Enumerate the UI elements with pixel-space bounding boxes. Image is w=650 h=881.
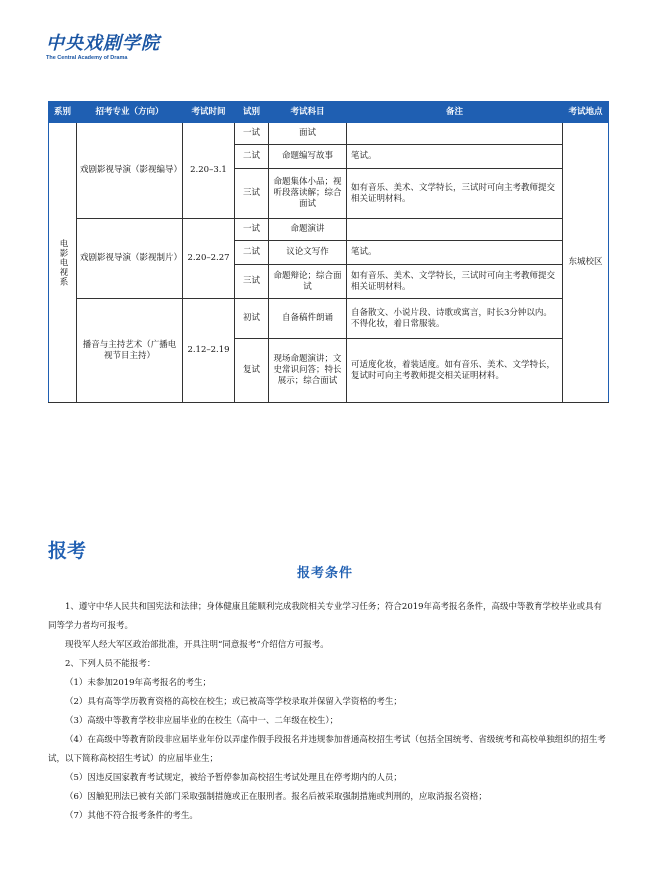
subject-cell: 命题集体小品；视听段落读解；综合面试 bbox=[269, 169, 347, 219]
table-header-row bbox=[49, 102, 609, 123]
subject-cell: 命题编写故事 bbox=[269, 145, 347, 169]
round-cell: 复试 bbox=[235, 339, 269, 403]
header-subject: 考试科目 bbox=[269, 102, 347, 123]
table-row bbox=[49, 219, 609, 241]
round-cell: 三试 bbox=[235, 265, 269, 299]
subject-cell: 命题演讲 bbox=[269, 219, 347, 241]
subject-cell: 命题辩论；综合面试 bbox=[269, 265, 347, 299]
logo-name-cn: 中央戏剧学院 bbox=[46, 33, 160, 54]
note-cell: 笔试。 bbox=[347, 145, 563, 169]
header-note: 备注 bbox=[347, 102, 563, 123]
header-round: 试别 bbox=[235, 102, 269, 123]
note-cell bbox=[347, 123, 563, 145]
section-title: 报考条件 bbox=[296, 566, 353, 581]
header-major: 招考专业（方向） bbox=[77, 102, 183, 123]
round-cell: 一试 bbox=[235, 219, 269, 241]
note-cell: 自备散文、小说片段、诗歌或寓言，时长3分钟以内。不得化妆，着日常服装。 bbox=[347, 299, 563, 339]
paragraph: 2、下列人员不能报考： bbox=[65, 659, 156, 669]
requirements-text bbox=[48, 598, 608, 826]
header-department: 系别 bbox=[49, 102, 77, 123]
subject-cell: 面试 bbox=[269, 123, 347, 145]
academy-logo bbox=[46, 34, 166, 61]
time-cell: 2.20–3.1 bbox=[183, 123, 235, 219]
header-time: 考试时间 bbox=[183, 102, 235, 123]
paragraph: （2）具有高等学历教育资格的高校在校生；或已被高等学校录取并保留入学资格的考生； bbox=[65, 697, 402, 707]
note-cell: 笔试。 bbox=[347, 241, 563, 265]
location-cell: 东城校区 bbox=[563, 123, 609, 403]
table-row bbox=[49, 299, 609, 339]
table-row bbox=[49, 123, 609, 145]
note-cell: 如有音乐、美术、文学特长，三试时可向主考教师提交相关证明材料。 bbox=[347, 265, 563, 299]
paragraph: （6）因触犯刑法已被有关部门采取强制措施或正在服刑者。报名后被采取强制措施或判刑的，应取消报名资格； bbox=[65, 792, 487, 802]
note-cell: 可适度化妆，着装适度。如有音乐、美术、文学特长，复试时可向主考教师提交相关证明材料。 bbox=[347, 339, 563, 403]
subject-cell: 议论文写作 bbox=[269, 241, 347, 265]
round-cell: 三试 bbox=[235, 169, 269, 219]
subject-cell: 自备稿件朗诵 bbox=[269, 299, 347, 339]
major-cell: 戏剧影视导演（影视编导） bbox=[77, 123, 183, 219]
round-cell: 一试 bbox=[235, 123, 269, 145]
major-cell: 播音与主持艺术（广播电视节目主持） bbox=[77, 299, 183, 403]
major-cell: 戏剧影视导演（影视制片） bbox=[77, 219, 183, 299]
header-location: 考试地点 bbox=[563, 102, 609, 123]
paragraph: （5）因违反国家教育考试规定，被给予暂停参加高校招生考试处理且在停考期内的人员； bbox=[65, 773, 402, 783]
time-cell: 2.20–2.27 bbox=[183, 219, 235, 299]
paragraph: （4）在高级中等教育阶段非应届毕业年份以弄虚作假手段报名并违规参加普通高校招生考试（包括全国统考、省级统考和高校单独组织的招生考试，以下简称高校招生考试）的应届毕业生； bbox=[48, 735, 606, 764]
paragraph: 现役军人经大军区政治部批准，开具注明“同意报考”介绍信方可报考。 bbox=[65, 640, 329, 650]
round-cell: 二试 bbox=[235, 145, 269, 169]
round-cell: 二试 bbox=[235, 241, 269, 265]
note-cell: 如有音乐、美术、文学特长，三试时可向主考教师提交相关证明材料。 bbox=[347, 169, 563, 219]
note-cell bbox=[347, 219, 563, 241]
round-cell: 初试 bbox=[235, 299, 269, 339]
subject-cell: 现场命题演讲；文史常识问答；特长展示；综合面试 bbox=[269, 339, 347, 403]
paragraph: （3）高级中等教育学校非应届毕业的在校生（高中一、二年级在校生）； bbox=[65, 716, 339, 726]
department-cell: 电影电视系 bbox=[49, 123, 77, 403]
logo-name-en: The Central Academy of Drama bbox=[46, 55, 128, 61]
paragraph: （1）未参加2019年高考报名的考生； bbox=[65, 678, 212, 688]
exam-schedule-table bbox=[48, 101, 609, 403]
paragraph: （7）其他不符合报考条件的考生。 bbox=[65, 811, 198, 821]
section-heading: 报考 bbox=[48, 540, 87, 562]
paragraph: 1、遵守中华人民共和国宪法和法律；身体健康且能顺利完成我院相关专业学习任务；符合2019年高考报名条件，高级中等教育学校毕业或具有同等学力者均可报考。 bbox=[48, 602, 603, 631]
time-cell: 2.12–2.19 bbox=[183, 299, 235, 403]
